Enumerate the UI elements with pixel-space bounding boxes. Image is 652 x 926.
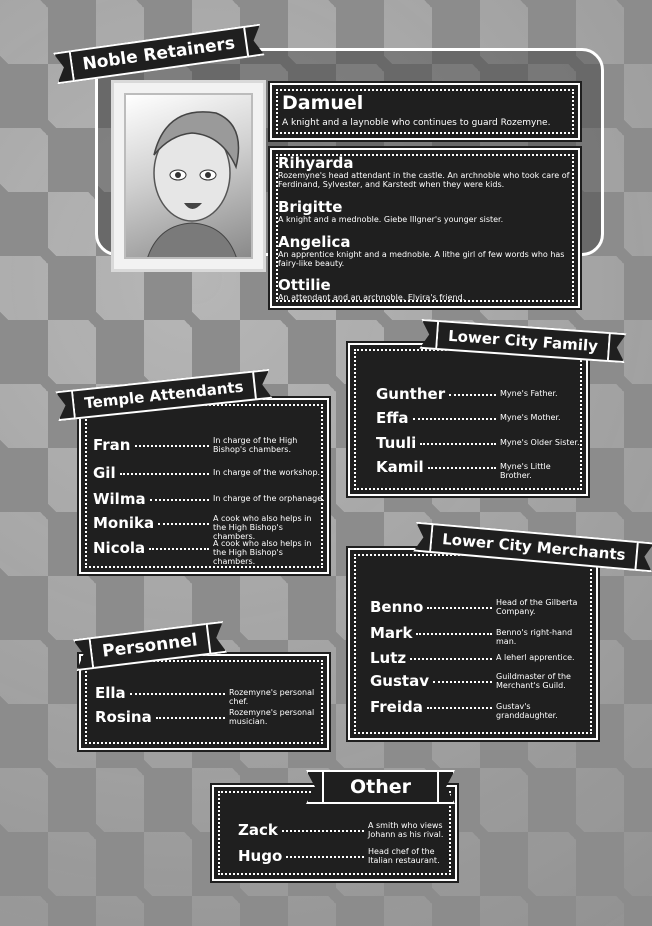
personnel-name: Ella [95, 684, 126, 702]
temple-row [93, 490, 325, 508]
family-row [376, 458, 582, 480]
family-name: Effa [376, 409, 409, 427]
temple-desc: A cook who also helps in the High Bishop's chambers. [213, 514, 312, 541]
family-row [376, 434, 582, 452]
noble-retainers-banner: Noble Retainers [63, 25, 255, 83]
merchant-name: Gustav [370, 672, 429, 690]
temple-desc: In charge of the High Bishop's chambers. [213, 436, 298, 454]
personnel-desc: Rozemyne's personal musician. [229, 708, 315, 726]
merchant-desc: Guildmaster of the Merchant's Guild. [496, 672, 571, 690]
family-desc: Myne's Little Brother. [500, 462, 551, 480]
temple-attendants-panel [79, 398, 329, 574]
family-desc: Myne's Older Sister. [500, 438, 580, 447]
personnel-banner: Personnel [83, 622, 218, 670]
merchant-row [370, 672, 592, 690]
other-row [238, 847, 452, 865]
other-desc: Head chef of the Italian restaurant. [368, 847, 440, 865]
merchant-row [370, 624, 592, 646]
merchant-desc: Head of the Gilberta Company. [496, 598, 578, 616]
merchant-desc: Benno's right-hand man. [496, 628, 573, 646]
lower-city-family-banner: Lower City Family [429, 320, 617, 363]
temple-name: Monika [93, 514, 155, 532]
merchant-row [370, 698, 592, 720]
portrait-illustration [124, 93, 253, 259]
temple-name: Fran [93, 436, 131, 454]
temple-attendants-banner: Temple Attendants [65, 370, 263, 420]
noble-desc: A knight and a mednoble. Giebe Illgner's younger sister. [278, 215, 504, 224]
personnel-name: Rosina [95, 708, 152, 726]
damuel-desc: A knight and a laynoble who continues to guard Rozemyne. [282, 118, 551, 128]
merchant-name: Freida [370, 698, 423, 716]
merchant-name: Benno [370, 598, 424, 616]
temple-desc: In charge of the workshop. [213, 468, 321, 477]
temple-name: Nicola [93, 539, 146, 557]
family-name: Tuuli [376, 434, 417, 452]
damuel-portrait [111, 80, 266, 272]
noble-retainers-panel [270, 148, 580, 308]
other-desc: A smith who views Johann as his rival. [368, 821, 444, 839]
family-desc: Myne's Father. [500, 389, 558, 398]
lower-city-family-panel [348, 343, 588, 496]
noble-name: Rihyarda [278, 154, 354, 172]
temple-desc: In charge of the orphanage. [213, 494, 325, 503]
merchant-row [370, 649, 592, 667]
damuel-name: Damuel [282, 92, 364, 114]
family-name: Kamil [376, 458, 424, 476]
personnel-row [95, 684, 325, 706]
portrait-sketch [126, 95, 253, 259]
temple-row [93, 436, 325, 454]
noble-name: Angelica [278, 233, 351, 251]
other-banner: Other [316, 770, 445, 804]
other-name: Zack [238, 821, 278, 839]
temple-desc: A cook who also helps in the High Bishop's chambers. [213, 539, 312, 566]
merchant-desc: A leherl apprentice. [496, 653, 575, 662]
temple-name: Gil [93, 464, 116, 482]
personnel-row [95, 708, 325, 726]
damuel-panel [270, 83, 580, 140]
other-row [238, 821, 452, 839]
noble-desc: Rozemyne's head attendant in the castle. An archnoble who took care of Ferdinand, Sylvester, and Karstedt when they were kids. [278, 171, 570, 189]
temple-row [93, 514, 325, 541]
noble-name: Ottilie [278, 276, 331, 294]
merchant-desc: Gustav's granddaughter. [496, 702, 558, 720]
noble-desc: An apprentice knight and a mednoble. A lithe girl of few words who has fairy-like beauty. [278, 250, 565, 268]
personnel-desc: Rozemyne's personal chef. [229, 688, 315, 706]
merchant-name: Mark [370, 624, 413, 642]
family-row [376, 385, 582, 403]
lower-city-merchants-banner: Lower City Merchants [423, 522, 645, 571]
lower-city-merchants-panel [348, 548, 598, 740]
family-row [376, 409, 582, 427]
temple-row [93, 539, 325, 566]
noble-desc: An attendant and an archnoble. Elvira's friend. [278, 293, 466, 302]
temple-name: Wilma [93, 490, 146, 508]
personnel-panel [79, 654, 329, 750]
family-name: Gunther [376, 385, 446, 403]
temple-row [93, 464, 325, 482]
merchant-name: Lutz [370, 649, 407, 667]
other-name: Hugo [238, 847, 283, 865]
noble-name: Brigitte [278, 198, 343, 216]
family-desc: Myne's Mother. [500, 413, 561, 422]
merchant-row [370, 598, 592, 616]
